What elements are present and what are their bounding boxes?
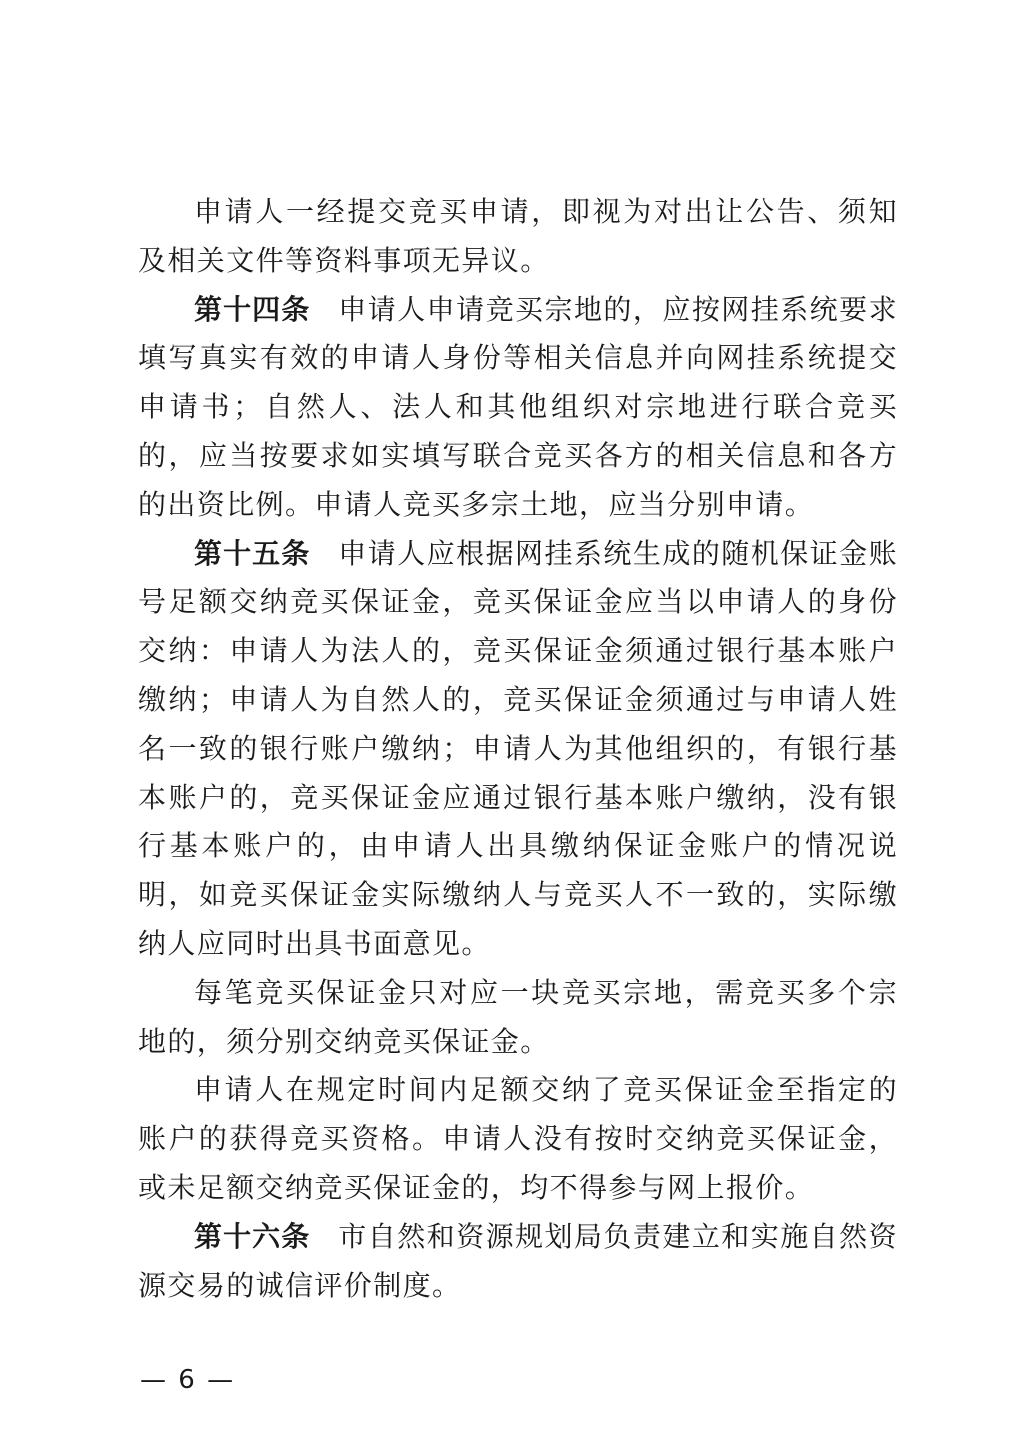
article-number: 第十六条	[194, 1219, 311, 1253]
paragraph-article-15	[138, 530, 898, 969]
paragraph-text: 每笔竞买保证金只对应一块竞买宗地，需竞买多个宗地的，须分别交纳竞买保证金。	[138, 975, 898, 1058]
article-number: 第十五条	[194, 536, 311, 570]
document-body	[138, 188, 898, 1310]
paragraph-text: 市自然和资源规划局负责建立和实施自然资源交易的诚信评价制度。	[138, 1219, 898, 1302]
paragraph-bidding-qualification	[138, 1066, 898, 1212]
paragraph-article-14	[138, 286, 898, 530]
page-number: — 6 —	[140, 1365, 236, 1395]
paragraph-deposit-per-parcel	[138, 969, 898, 1067]
article-number: 第十四条	[194, 292, 311, 326]
paragraph-text: 申请人在规定时间内足额交纳了竞买保证金至指定的账户的获得竞买资格。申请人没有按时交纳竞买保证金，或未足额交纳竞买保证金的，均不得参与网上报价。	[138, 1073, 898, 1204]
paragraph-text: 申请人应根据网挂系统生成的随机保证金账号足额交纳竞买保证金，竞买保证金应当以申请人的身份交纳：申请人为法人的，竞买保证金须通过银行基本账户缴纳；申请人为自然人的，竞买保证金须通过与申请人姓名一致的银行账户缴纳；申请人为其他组织的，有银行基本账户的，竞买保证金应通过银行基本账户缴纳，没有银行基本账户的，由申请人出具缴纳保证金账户的情况说明，如竞买保证金实际缴纳人与竞买人不一致的，实际缴纳人应同时出具书面意见。	[138, 536, 898, 960]
paragraph-text: 申请人一经提交竞买申请，即视为对出让公告、须知及相关文件等资料事项无异议。	[138, 195, 898, 277]
paragraph-text: 申请人申请竞买宗地的，应按网挂系统要求填写真实有效的申请人身份等相关信息并向网挂系统提交申请书；自然人、法人和其他组织对宗地进行联合竞买的，应当按要求如实填写联合竞买各方的相关信息和各方的出资比例。申请人竞买多宗土地，应当分别申请。	[138, 292, 898, 521]
paragraph-article-16	[138, 1213, 898, 1311]
paragraph-application-acceptance	[138, 188, 898, 286]
